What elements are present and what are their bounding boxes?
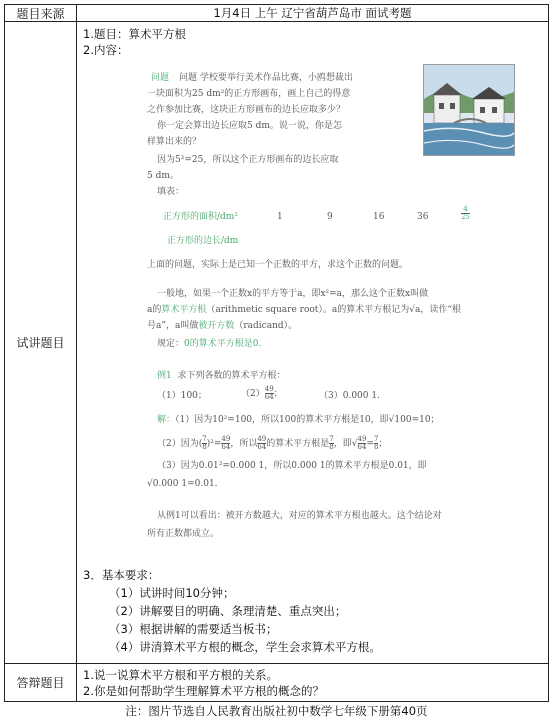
requirements-title: 3．基本要求： xyxy=(83,568,160,582)
textbook-excerpt xyxy=(141,64,517,552)
table-area-label: 正方形的面积/dm² xyxy=(163,212,238,222)
defense-content xyxy=(77,664,548,701)
painting-image xyxy=(423,64,515,156)
example-item-3: （3）0.000 1. xyxy=(319,391,380,401)
table-area-value: 36 xyxy=(417,212,429,222)
defense-label: 答辩题目 xyxy=(5,664,77,701)
table-area-fraction: $\frac{4}{25}$ xyxy=(461,205,470,221)
source-row xyxy=(5,5,548,22)
footer-note: 注：图片节选自人民教育出版社初中数学七年级下册第40页 xyxy=(125,704,428,718)
source-value: 1月4日 上午 辽宁省葫芦岛市 面试考题 xyxy=(213,6,412,20)
conclusion-line-1: 从例1可以看出：被开方数越大，对应的算术平方根也越大。这个结论对 xyxy=(157,511,442,521)
topic-title: 1.题目：算术平方根 xyxy=(83,27,186,41)
fill-table-label: 填表： xyxy=(157,187,185,197)
problem-line-4: 你一定会算出边长应取5 dm。说一说，你是怎 xyxy=(157,121,342,131)
defense-row xyxy=(5,664,548,701)
problem-label: 问题 xyxy=(151,73,170,83)
table-area-value: 1 xyxy=(277,212,283,222)
solution-line-1: 解：（1）因为10²=100，所以100的算术平方根是10，即√100=10； xyxy=(157,415,440,425)
table-side-label: 正方形的边长/dm xyxy=(167,236,239,246)
defense-question: 1.说一说算术平方根和平方根的关系。 xyxy=(83,668,278,682)
source-label: 题目来源 xyxy=(5,5,77,21)
problem-line-3: 之作参加比赛，这块正方形画布的边长应取多少？ xyxy=(147,105,346,115)
exam-table xyxy=(4,4,549,702)
solution-line-4: √0.000 1=0.01. xyxy=(147,479,218,489)
table-area-value: 16 xyxy=(373,212,385,222)
example-item-2: （2） $\frac{49}{64}$ ； xyxy=(241,385,283,401)
requirements xyxy=(83,566,548,656)
summary-text: 上面的问题，实际上是已知一个正数的平方，求这个正数的问题。 xyxy=(147,260,409,270)
content-label: 2.内容： xyxy=(83,43,129,57)
table-area-value: 9 xyxy=(327,212,333,222)
problem-line-1: 问题 学校要举行美术作品比赛，小鸥想裁出 xyxy=(179,73,353,83)
problem-line-2: 一块面积为25 dm²的正方形画布，画上自己的得意 xyxy=(147,89,351,99)
requirement-item: （4）讲清算术平方根的概念，学生会求算术平方根。 xyxy=(109,640,381,654)
solution-line-2: （2）因为( $\frac{7}{8}$ )²= $\frac{49}{64}$ ，所以 $\frac{49}{64}$ 的算术平方根是 $\frac{7}{8}$ ，即√ $\frac{49}{64}$ = $\frac{7}{8}$ ； xyxy=(157,435,388,451)
example-heading: 例1 求下列各数的算术平方根： xyxy=(157,371,286,381)
lecture-row xyxy=(5,22,548,664)
problem-line-5: 样算出来的？ xyxy=(147,137,202,147)
definition-line-2: a的算术平方根（arithmetic square root）。a的算术平方根记为√a，读作“根 xyxy=(147,305,461,315)
defense-question: 2.你是如何帮助学生理解算术平方根的概念的？ xyxy=(83,684,324,698)
requirement-item: （3）根据讲解的需要适当板书； xyxy=(109,622,278,636)
rule-text: 规定：0的算术平方根是0. xyxy=(157,339,262,349)
conclusion-line-2: 所有正数都成立。 xyxy=(147,529,220,539)
lecture-content xyxy=(77,22,548,663)
solution-line-3: （3）因为0.01²=0.000 1，所以0.000 1的算术平方根是0.01，即 xyxy=(157,461,427,471)
problem-line-6: 因为5²=25，所以这个正方形画布的边长应取 xyxy=(157,155,339,165)
definition-line-3: 号a”，a叫做被开方数（radicand）。 xyxy=(147,321,298,331)
example-item-1: （1）100； xyxy=(157,391,207,401)
requirement-item: （1）试讲时间10分钟； xyxy=(109,586,235,600)
lecture-label: 试讲题目 xyxy=(5,22,77,663)
problem-line-7: 5 dm。 xyxy=(147,171,179,181)
definition-line-1: 一般地，如果一个正数x的平方等于a，即x²=a，那么这个正数x叫做 xyxy=(157,289,429,299)
requirement-item: （2）讲解要目的明确、条理清楚、重点突出； xyxy=(109,604,347,618)
